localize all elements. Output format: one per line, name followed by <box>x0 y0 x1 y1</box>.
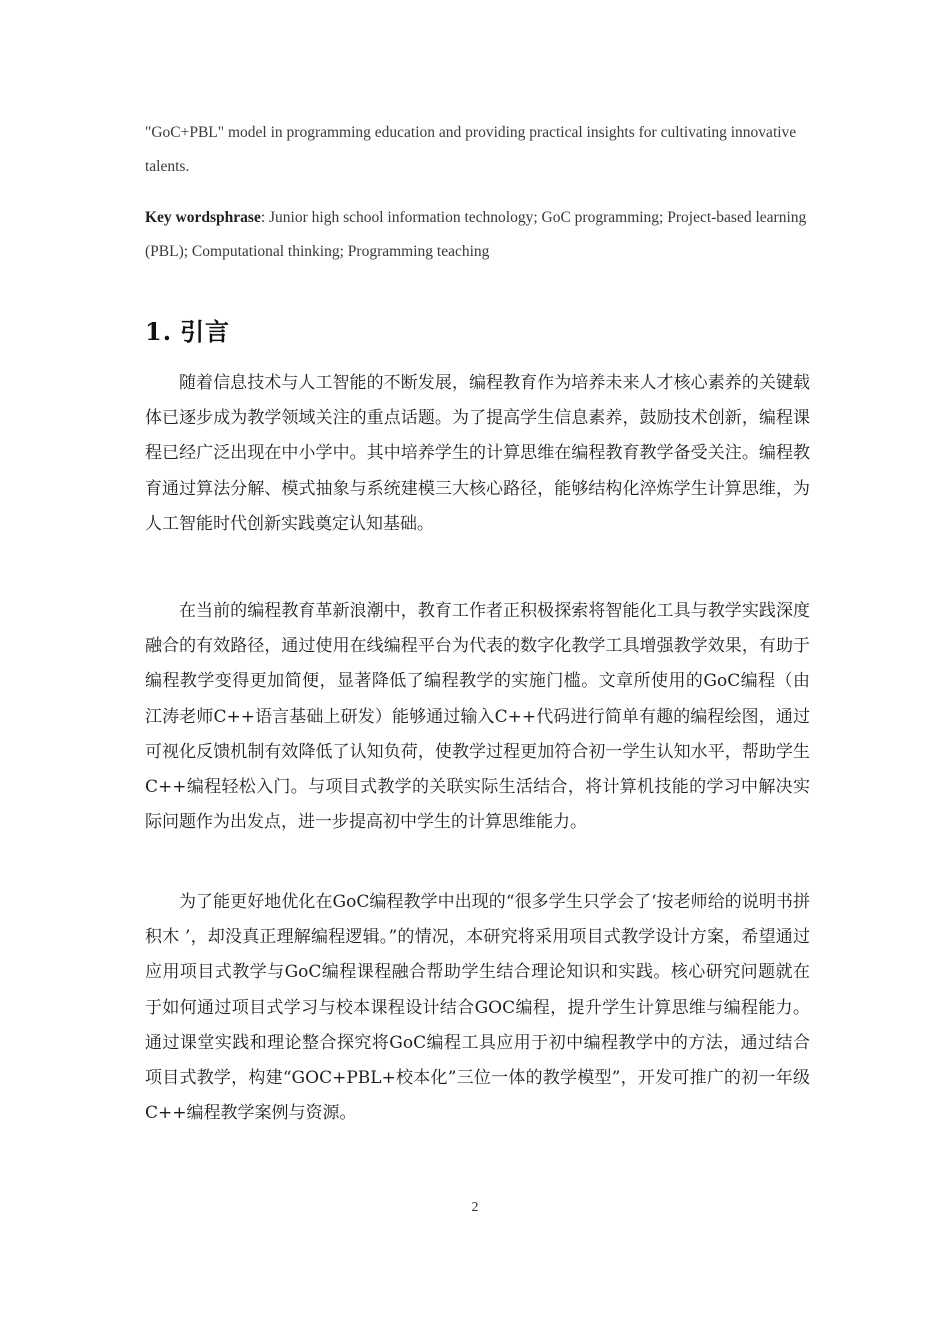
keywords-line <box>145 201 815 269</box>
paragraph-3: 为了能更好地优化在GoC编程教学中出现的“很多学生只学会了‘按老师给的说明书拼积木 ’，却没真正理解编程逻辑。”的情况，本研究将采用项目式教学设计方案，希望通过应用项目式教学与GoC编程课程融合帮助学生结合理论知识和实践。核心研究问题就在于如何通过项目式学习与校本课程设计结合GOC编程，提升学生计算思维与编程能力。通过课堂实践和理论整合探究将GoC编程工具应用于初中编程教学中的方法，通过结合项目式教学，构建“GOC+PBL+校本化”三位一体的教学模型”，开发可推广的初一年级C++编程教学案例与资源。 <box>145 892 810 1124</box>
keywords-text: Junior high school information technology; GoC programming; Project-based learning (PBL); Computational thinking; Programming teaching <box>145 209 807 260</box>
paragraph-2: 在当前的编程教育革新浪潮中，教育工作者正积极探索将智能化工具与教学实践深度融合的有效路径，通过使用在线编程平台为代表的数字化教学工具增强教学效果，有助于编程教学变得更加简便，显著降低了编程教学的实施门槛。文章所使用的GoC编程（由江涛老师C++语言基础上研发）能够通过输入C++代码进行简单有趣的编程绘图，通过可视化反馈机制有效降低了认知负荷，使教学过程更加符合初一学生认知水平，帮助学生C++编程轻松入门。与项目式教学的关联实际生活结合，将计算机技能的学习中解决实际问题作为出发点，进一步提高初中学生的计算思维能力。 <box>145 601 810 833</box>
section-number: 1. <box>145 317 173 346</box>
abstract-tail: "GoC+PBL" model in programming education and providing practical insights for cultivating innovative talents. <box>145 124 797 175</box>
paragraph-1: 随着信息技术与人工智能的不断发展，编程教育作为培养未来人才核心素养的关键载体已逐步成为教学领域关注的重点话题。为了提高学生信息素养，鼓励技术创新，编程课程已经广泛出现在中小学中。其中培养学生的计算思维在编程教育教学备受关注。编程教育通过算法分解、模式抽象与系统建模三大核心路径，能够结构化淬炼学生计算思维，为人工智能时代创新实践奠定认知基础。 <box>145 373 810 534</box>
section-title: 引言 <box>180 317 231 346</box>
section-heading <box>145 312 230 347</box>
page-number: 2 <box>471 1200 479 1215</box>
keywords-label: Key wordsphrase <box>145 209 261 226</box>
keywords-separator: : <box>260 209 270 226</box>
